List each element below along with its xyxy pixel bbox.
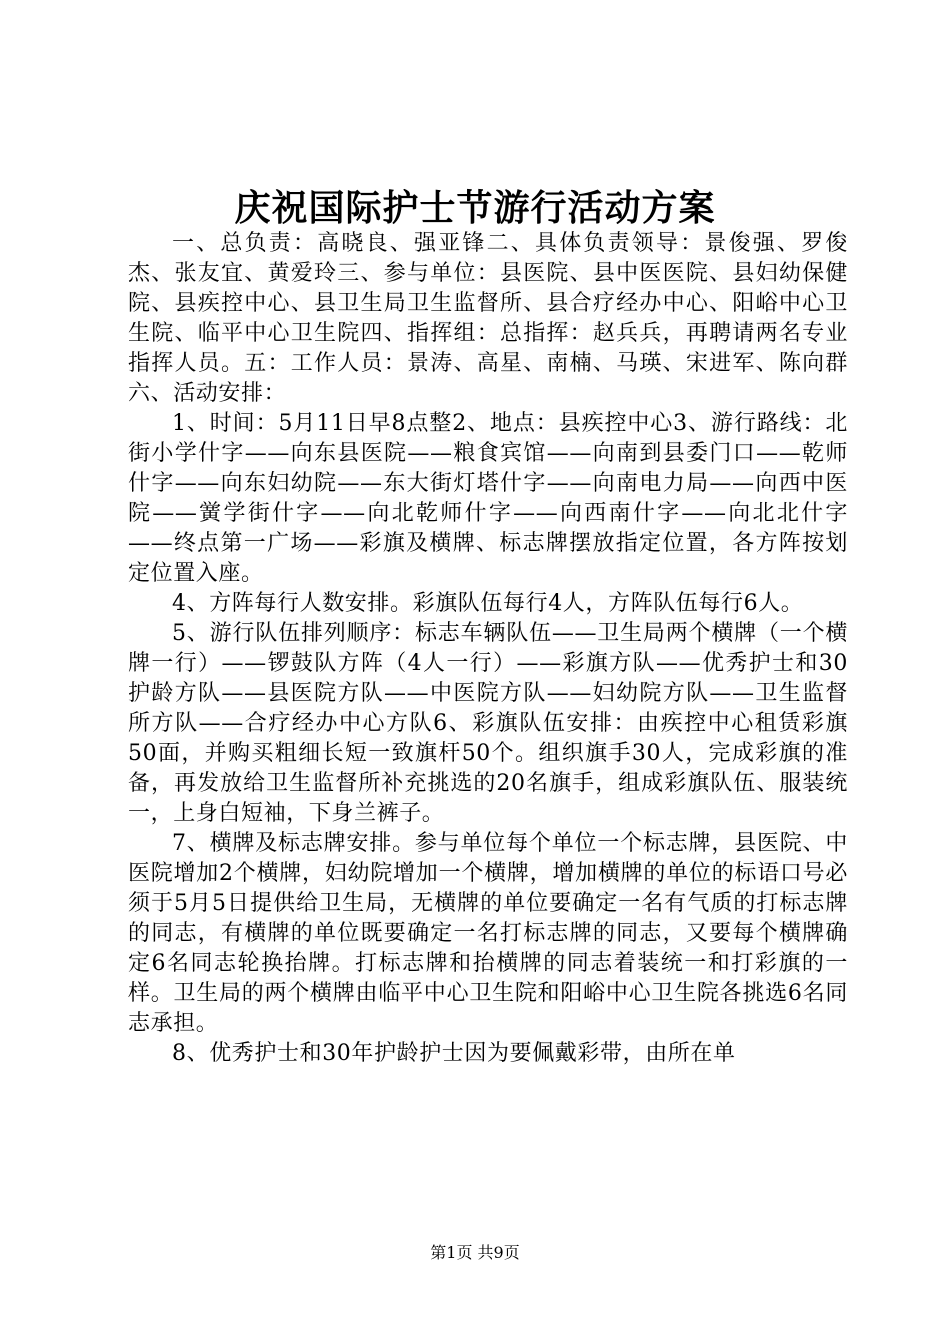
document-body [128,229,848,1069]
paragraph: 1、时间：5月11日早8点整2、地点：县疾控中心3、游行路线：北街小学什字——向东县医院——粮食宾馆——向南到县委门口——乾师什字——向东妇幼院——东大街灯塔什字——向南电力局——向西中医院——黉学街什字——向北乾师什字——向西南什字——向北北什字——终点第一广场——彩旗及横牌、标志牌摆放指定位置，各方阵按划定位置入座。 [128,411,848,586]
document-title: 庆祝国际护士节游行活动方案 [234,187,716,229]
paragraph: 7、横牌及标志牌安排。参与单位每个单位一个标志牌，县医院、中医院增加2个横牌，妇幼院增加一个横牌，增加横牌的单位的标语口号必须于5月5日提供给卫生局，无横牌的单位要确定一名有气质的打标志牌的同志，有横牌的单位既要确定一名打标志牌的同志，又要每个横牌确定6名同志轮换抬牌。打标志牌和抬横牌的同志着装统一和打彩旗的一样。卫生局的两个横牌由临平中心卫生院和阳峪中心卫生院各挑选6名同志承担。 [128,831,848,1036]
page-footer: 第1页 共9页 [430,1243,520,1262]
paragraph: 一、总负责：高晓良、强亚锋二、具体负责领导：景俊强、罗俊杰、张友宜、黄爱玲三、参与单位：县医院、县中医医院、县妇幼保健院、县疾控中心、县卫生局卫生监督所、县合疗经办中心、阳峪中心卫生院、临平中心卫生院四、指挥组：总指挥：赵兵兵，再聘请两名专业指挥人员。五：工作人员：景涛、高星、南楠、马瑛、宋进军、陈向群六、活动安排： [128,231,848,406]
paragraph: 4、方阵每行人数安排。彩旗队伍每行4人，方阵队伍每行6人。 [172,591,804,616]
paragraph: 8、优秀护士和30年护龄护士因为要佩戴彩带，由所在单 [172,1041,736,1066]
paragraph: 5、游行队伍排列顺序：标志车辆队伍——卫生局两个横牌（一个横牌一行）——锣鼓队方阵（4人一行）——彩旗方队——优秀护士和30护龄方队——县医院方队——中医院方队——妇幼院方队——卫生监督所方队——合疗经办中心方队6、彩旗队伍安排：由疾控中心租赁彩旗50面，并购买粗细长短一致旗杆50个。组织旗手30人，完成彩旗的准备，再发放给卫生监督所补充挑选的20名旗手，组成彩旗队伍、服装统一，上身白短袖，下身兰裤子。 [128,621,848,826]
